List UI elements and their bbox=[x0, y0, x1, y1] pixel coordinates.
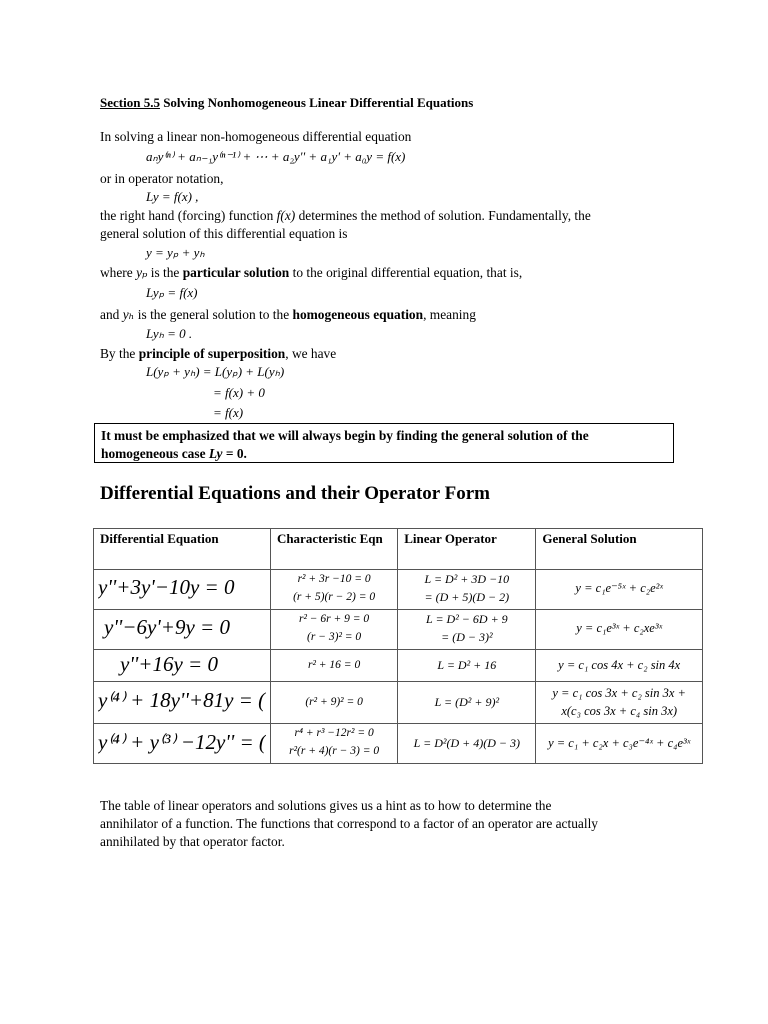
gs-cell bbox=[536, 610, 703, 650]
linear-operator: L = D² + 3D −10 bbox=[424, 572, 510, 586]
and-text-c: , meaning bbox=[423, 307, 476, 322]
header-differential-equation: Differential Equation bbox=[94, 529, 271, 570]
ce-cell bbox=[270, 650, 397, 682]
superposition-eq-3: = f(x) bbox=[213, 405, 244, 420]
general-solution: y = c₁ cos 3x + c₂ sin 3x + bbox=[552, 686, 686, 700]
line3-text-a: the right hand (forcing) function bbox=[100, 208, 277, 223]
general-solution-continued: x(c₃ cos 3x + c₄ sin 3x) bbox=[561, 704, 678, 718]
table-row bbox=[94, 724, 703, 764]
section-title: Solving Nonhomogeneous Linear Differential Equations bbox=[159, 95, 474, 110]
characteristic-eqn-factored: r²(r + 4)(r − 3) = 0 bbox=[289, 745, 380, 757]
general-solution: y = c₁e³ˣ + c₂xe³ˣ bbox=[576, 621, 663, 635]
ce-cell bbox=[270, 610, 397, 650]
emphasis-box bbox=[94, 423, 674, 463]
general-solution: y = c₁ cos 4x + c₂ sin 4x bbox=[558, 658, 681, 672]
differential-equation: y⁽⁴⁾ + y⁽³⁾ −12y'' = ( bbox=[98, 730, 266, 754]
gs-cell bbox=[536, 570, 703, 610]
operator-equation: Ly = f(x) , bbox=[146, 189, 199, 204]
homogeneous-equation: Lyₕ = 0 . bbox=[146, 326, 193, 341]
particular-solution-term: particular solution bbox=[182, 265, 290, 280]
table-header-row bbox=[94, 529, 703, 570]
sum-equation: y = yₚ + yₕ bbox=[146, 245, 205, 260]
de-cell bbox=[94, 724, 271, 764]
and-line bbox=[100, 306, 476, 324]
table-row bbox=[94, 610, 703, 650]
section-number: Section 5.5 bbox=[100, 95, 160, 110]
characteristic-eqn: r² + 16 = 0 bbox=[308, 659, 361, 671]
gs-cell bbox=[536, 724, 703, 764]
differential-equation: y''+3y'−10y = 0 bbox=[98, 575, 235, 599]
differential-equation: y''+16y = 0 bbox=[120, 652, 218, 676]
linear-operator: L = D² − 6D + 9 bbox=[425, 612, 508, 626]
de-cell bbox=[94, 682, 271, 724]
de-cell bbox=[94, 570, 271, 610]
emphasis-line-1: It must be emphasized that we will always begin by finding the general solution of the bbox=[101, 428, 589, 443]
linear-operator: L = (D² + 9)² bbox=[434, 695, 500, 709]
table-row bbox=[94, 682, 703, 724]
intro-line-3 bbox=[100, 207, 591, 225]
ce-cell bbox=[270, 682, 397, 724]
where-text-c: to the original differential equation, that is, bbox=[289, 265, 523, 280]
lo-cell bbox=[398, 682, 536, 724]
superposition-eq-1: L(yₚ + yₕ) = L(yₚ) + L(yₕ) bbox=[146, 364, 285, 379]
characteristic-eqn: (r² + 9)² = 0 bbox=[305, 696, 363, 708]
table-title: Differential Equations and their Operator Form bbox=[100, 483, 491, 504]
ce-cell bbox=[270, 724, 397, 764]
lo-cell bbox=[398, 570, 536, 610]
intro-line-2: or in operator notation, bbox=[100, 171, 224, 186]
general-solution: y = c₁e⁻⁵ˣ + c₂e²ˣ bbox=[575, 581, 663, 595]
lo-cell bbox=[398, 724, 536, 764]
super-text-a: By the bbox=[100, 346, 139, 361]
closing-line-3: annihilated by that operator factor. bbox=[100, 834, 285, 849]
superposition-eq-2: = f(x) + 0 bbox=[213, 385, 265, 400]
and-text-a: and bbox=[100, 307, 123, 322]
gs-cell bbox=[536, 650, 703, 682]
section-heading bbox=[100, 95, 473, 111]
closing-line-2: annihilator of a function. The functions that correspond to a factor of an operator are actually bbox=[100, 816, 598, 831]
general-equation: aₙy⁽ⁿ⁾ + aₙ₋₁y⁽ⁿ⁻¹⁾ + ⋯ + a₂y'' + a₁y' + a₀y = f(x) bbox=[146, 149, 406, 164]
lo-cell bbox=[398, 650, 536, 682]
lo-cell bbox=[398, 610, 536, 650]
de-cell bbox=[94, 650, 271, 682]
table-row bbox=[94, 570, 703, 610]
intro-line-4: general solution of this differential equation is bbox=[100, 226, 348, 241]
super-text-b: , we have bbox=[285, 346, 337, 361]
emphasis-operator: Ly bbox=[208, 446, 223, 461]
ce-cell bbox=[270, 570, 397, 610]
where-text-b: is the bbox=[147, 265, 183, 280]
and-text-b: is the general solution to the bbox=[134, 307, 293, 322]
header-general-solution: General Solution bbox=[536, 529, 703, 570]
where-text-a: where bbox=[100, 265, 137, 280]
superposition-line bbox=[100, 345, 336, 363]
where-line bbox=[100, 264, 522, 282]
general-solution: y = c₁ + c₂x + c₃e⁻⁴ˣ + c₄e³ˣ bbox=[548, 736, 691, 750]
differential-equation: y''−6y'+9y = 0 bbox=[104, 615, 230, 639]
emphasis-text-c: = 0. bbox=[222, 446, 247, 461]
forcing-function: f(x) bbox=[276, 208, 296, 223]
emphasis-text-a: homogeneous case bbox=[101, 446, 209, 461]
closing-line-1: The table of linear operators and solutions gives us a hint as to how to determine the bbox=[100, 798, 552, 813]
differential-equation: y⁽⁴⁾ + 18y''+81y = ( bbox=[98, 688, 266, 712]
header-characteristic-eqn: Characteristic Eqn bbox=[270, 529, 397, 570]
homogeneous-equation-term: homogeneous equation bbox=[292, 307, 424, 322]
emphasis-line-2 bbox=[101, 445, 667, 463]
characteristic-eqn: r² − 6r + 9 = 0 bbox=[299, 613, 370, 625]
characteristic-eqn: r⁴ + r³ −12r² = 0 bbox=[294, 727, 374, 739]
intro-line-1: In solving a linear non-homogeneous differential equation bbox=[100, 129, 412, 144]
gs-cell bbox=[536, 682, 703, 724]
yh-symbol: yₕ bbox=[122, 307, 135, 322]
line3-text-c: determines the method of solution. Fundamentally, the bbox=[295, 208, 591, 223]
characteristic-eqn-factored: (r − 3)² = 0 bbox=[307, 631, 362, 643]
linear-operator: L = D² + 16 bbox=[437, 658, 497, 672]
operator-table bbox=[93, 528, 703, 764]
particular-equation: Lyₚ = f(x) bbox=[146, 285, 198, 300]
superposition-term: principle of superposition bbox=[138, 346, 286, 361]
characteristic-eqn: r² + 3r −10 = 0 bbox=[297, 573, 371, 585]
yp-symbol: yₚ bbox=[136, 265, 148, 280]
linear-operator-factored: = (D + 5)(D − 2) bbox=[424, 590, 510, 604]
header-linear-operator: Linear Operator bbox=[398, 529, 536, 570]
characteristic-eqn-factored: (r + 5)(r − 2) = 0 bbox=[293, 591, 376, 603]
linear-operator-factored: = (D − 3)² bbox=[441, 630, 493, 644]
linear-operator: L = D²(D + 4)(D − 3) bbox=[413, 736, 520, 750]
de-cell bbox=[94, 610, 271, 650]
table-row bbox=[94, 650, 703, 682]
